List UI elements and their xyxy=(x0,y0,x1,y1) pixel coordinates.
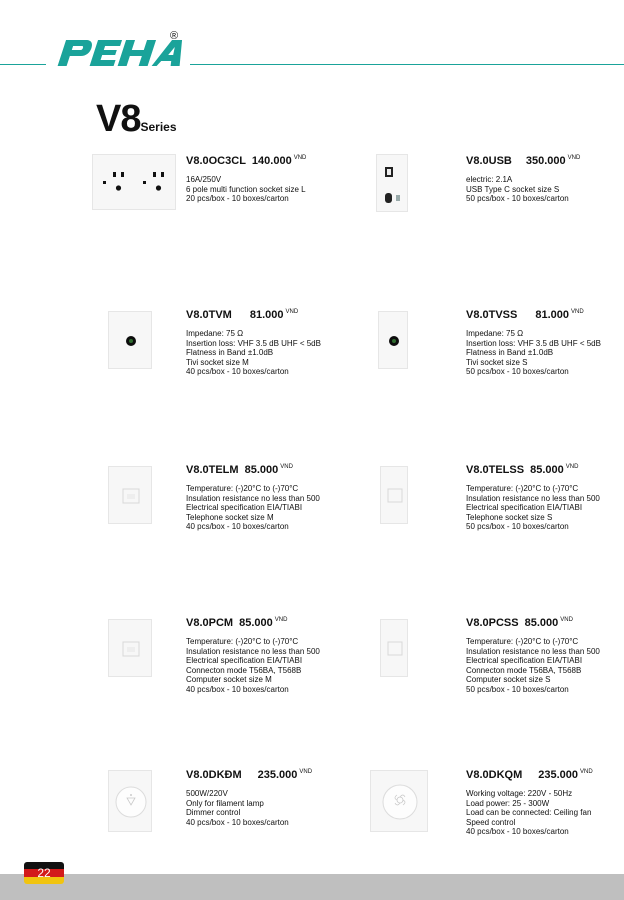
spec-line: Computer socket size S xyxy=(466,675,551,685)
price-currency: VND xyxy=(293,155,307,162)
spec-line: Load can be connected: Ceiling fan xyxy=(466,808,592,818)
product-price: 85.000 xyxy=(244,464,279,476)
computer-socket-icon xyxy=(381,620,409,678)
product-code: V8.0TELSS xyxy=(466,464,525,476)
product-price: 85.000 xyxy=(524,617,559,629)
peha-logo xyxy=(54,34,184,70)
product-tvss xyxy=(466,309,624,377)
product-title xyxy=(186,309,466,321)
spec-line: Electrical specification EIA/TIABI xyxy=(466,503,583,513)
header-rule-right xyxy=(190,64,624,65)
spec-line: Impedane: 75 Ω xyxy=(466,329,524,338)
spec-line: Impedane: 75 Ω xyxy=(186,329,244,338)
spec-line: Dimmer control xyxy=(186,808,241,818)
product-pcm xyxy=(186,617,466,695)
product-title xyxy=(186,155,466,167)
spec-line: Connecton mode T56BA, T568B xyxy=(186,665,302,675)
spec-line: Load power: 25 - 300W xyxy=(466,798,550,808)
spec-line: Speed control xyxy=(466,817,516,827)
product-price: 85.000 xyxy=(239,617,273,629)
price-currency: VND xyxy=(580,769,593,776)
spec-line: Flatness in Band ±1.0dB xyxy=(466,348,554,358)
spec-line: Electrical specification EIA/TIABI xyxy=(186,656,303,666)
product-telm xyxy=(186,464,466,532)
product-image-dkdm xyxy=(108,770,152,832)
product-telss xyxy=(466,464,624,532)
spec-line: Insulation resistance no less than 500 xyxy=(186,646,320,656)
product-image-telm xyxy=(108,466,152,524)
product-dkqm xyxy=(466,769,624,837)
spec-line: USB Type C socket size S xyxy=(466,184,560,194)
price-currency: VND xyxy=(285,309,299,316)
spec-line: 500W/220V xyxy=(186,789,228,798)
spec-line: Temperature: (-)20°C to (-)70°C xyxy=(466,484,579,493)
price-currency: VND xyxy=(571,309,584,316)
price-currency: VND xyxy=(567,155,581,162)
product-title xyxy=(466,617,624,629)
tv-socket-icon xyxy=(109,312,153,370)
spec-line: 40 pcs/box - 10 boxes/carton xyxy=(466,827,569,837)
spec-line: Working voltage: 220V - 50Hz xyxy=(466,789,573,798)
product-code: V8.0OC3CL xyxy=(186,155,246,167)
product-image-dkqm xyxy=(370,770,428,832)
spec-line: Temperature: (-)20°C to (-)70°C xyxy=(466,637,579,646)
product-price: 81.000 xyxy=(535,309,570,321)
product-title xyxy=(186,617,466,629)
product-description xyxy=(466,484,624,532)
spec-line: Insertion loss: VHF 3.5 dB UHF < 5dB xyxy=(466,338,601,348)
spec-line: electric: 2.1A xyxy=(466,175,513,184)
series-name: V8 xyxy=(96,98,141,140)
spec-line: Temperature: (-)20°C to (-)70°C xyxy=(186,637,299,646)
price-currency: VND xyxy=(565,464,579,471)
spec-line: Telephone socket size M xyxy=(186,512,274,522)
telephone-socket-icon xyxy=(109,467,153,525)
product-code: V8.0USB xyxy=(466,155,512,167)
product-description xyxy=(186,484,466,532)
product-description xyxy=(466,329,624,377)
spec-line: 50 pcs/box - 10 boxes/carton xyxy=(466,367,569,377)
computer-socket-icon xyxy=(109,620,153,678)
spec-line: 50 pcs/box - 10 boxes/carton xyxy=(466,522,569,532)
spec-line: Insulation resistance no less than 500 xyxy=(186,493,320,503)
product-price: 85.000 xyxy=(530,464,564,476)
product-price: 81.000 xyxy=(249,309,284,321)
product-image-pcm xyxy=(108,619,152,677)
spec-line: Temperature: (-)20°C to (-)70°C xyxy=(186,484,299,493)
product-oc3cl xyxy=(186,155,466,204)
product-description xyxy=(186,637,466,695)
product-code: V8.0PCM xyxy=(186,617,234,629)
spec-line: 40 pcs/box - 10 boxes/carton xyxy=(186,522,289,532)
spec-line: 40 pcs/box - 10 boxes/carton xyxy=(186,367,289,377)
series-heading xyxy=(96,98,177,141)
product-price: 235.000 xyxy=(257,769,298,781)
product-title xyxy=(466,309,624,321)
price-currency: VND xyxy=(274,617,288,624)
spec-line: Insulation resistance no less than 500 xyxy=(466,493,600,503)
price-currency: VND xyxy=(560,617,573,624)
spec-line: 6 pole multi function socket size L xyxy=(186,184,306,194)
spec-line: 50 pcs/box - 10 boxes/carton xyxy=(466,194,569,204)
product-image-oc3cl xyxy=(92,154,176,210)
product-image-pcss xyxy=(380,619,408,677)
spec-line: Telephone socket size S xyxy=(466,512,553,522)
product-description xyxy=(466,789,624,837)
product-title xyxy=(466,464,624,476)
fan-speed-knob-icon xyxy=(371,771,429,833)
product-usb xyxy=(466,155,624,204)
spec-line: Tivi socket size S xyxy=(466,357,528,367)
spec-line: Connecton mode T56BA, T568B xyxy=(466,665,582,675)
spec-line: Electrical specification EIA/TIABI xyxy=(186,503,303,513)
product-code: V8.0PCSS xyxy=(466,617,519,629)
spec-line: Computer socket size M xyxy=(186,675,272,685)
series-suffix: Series xyxy=(140,120,177,134)
product-title xyxy=(466,155,624,167)
registered-mark: ® xyxy=(170,30,179,42)
double-socket-icon xyxy=(93,155,177,211)
product-image-tvm xyxy=(108,311,152,369)
price-currency: VND xyxy=(299,769,313,776)
product-price: 350.000 xyxy=(525,155,566,167)
price-currency: VND xyxy=(280,464,293,471)
spec-line: Insulation resistance no less than 500 xyxy=(466,646,600,656)
spec-line: 40 pcs/box - 10 boxes/carton xyxy=(186,684,289,694)
product-price: 140.000 xyxy=(251,155,292,167)
spec-line: Only for filament lamp xyxy=(186,798,264,808)
tv-socket-icon xyxy=(379,312,409,370)
spec-line: 50 pcs/box - 10 boxes/carton xyxy=(466,684,569,694)
header-rule-left xyxy=(0,64,46,65)
spec-line: 16A/250V xyxy=(186,175,222,184)
product-description xyxy=(186,175,466,204)
dimmer-knob-icon xyxy=(109,771,153,833)
spec-line: 40 pcs/box - 10 boxes/carton xyxy=(186,817,289,827)
product-code: V8.0DKĐM xyxy=(186,769,242,781)
product-tvm xyxy=(186,309,466,377)
product-description xyxy=(466,175,624,204)
usb-socket-icon xyxy=(377,155,409,213)
spec-line: 20 pcs/box - 10 boxes/carton xyxy=(186,194,289,204)
telephone-socket-icon xyxy=(381,467,409,525)
product-title xyxy=(186,464,466,476)
spec-line: Tivi socket size M xyxy=(186,357,249,367)
product-image-tvss xyxy=(378,311,408,369)
product-description xyxy=(466,637,624,695)
product-description xyxy=(186,329,466,377)
spec-line: Insertion loss: VHF 3.5 dB UHF < 5dB xyxy=(186,338,321,348)
product-image-usb xyxy=(376,154,408,212)
product-code: V8.0TELM xyxy=(186,464,239,476)
product-code: V8.0TVM xyxy=(186,309,232,321)
spec-line: Flatness in Band ±1.0dB xyxy=(186,348,274,358)
product-title xyxy=(466,769,624,781)
product-code: V8.0DKQM xyxy=(466,769,523,781)
spec-line: Electrical specification EIA/TIABI xyxy=(466,656,583,666)
product-code: V8.0TVSS xyxy=(466,309,518,321)
page-number: 22 xyxy=(37,866,51,880)
product-pcss xyxy=(466,617,624,695)
product-price: 235.000 xyxy=(538,769,579,781)
product-image-telss xyxy=(380,466,408,524)
footer-bar xyxy=(0,874,624,900)
